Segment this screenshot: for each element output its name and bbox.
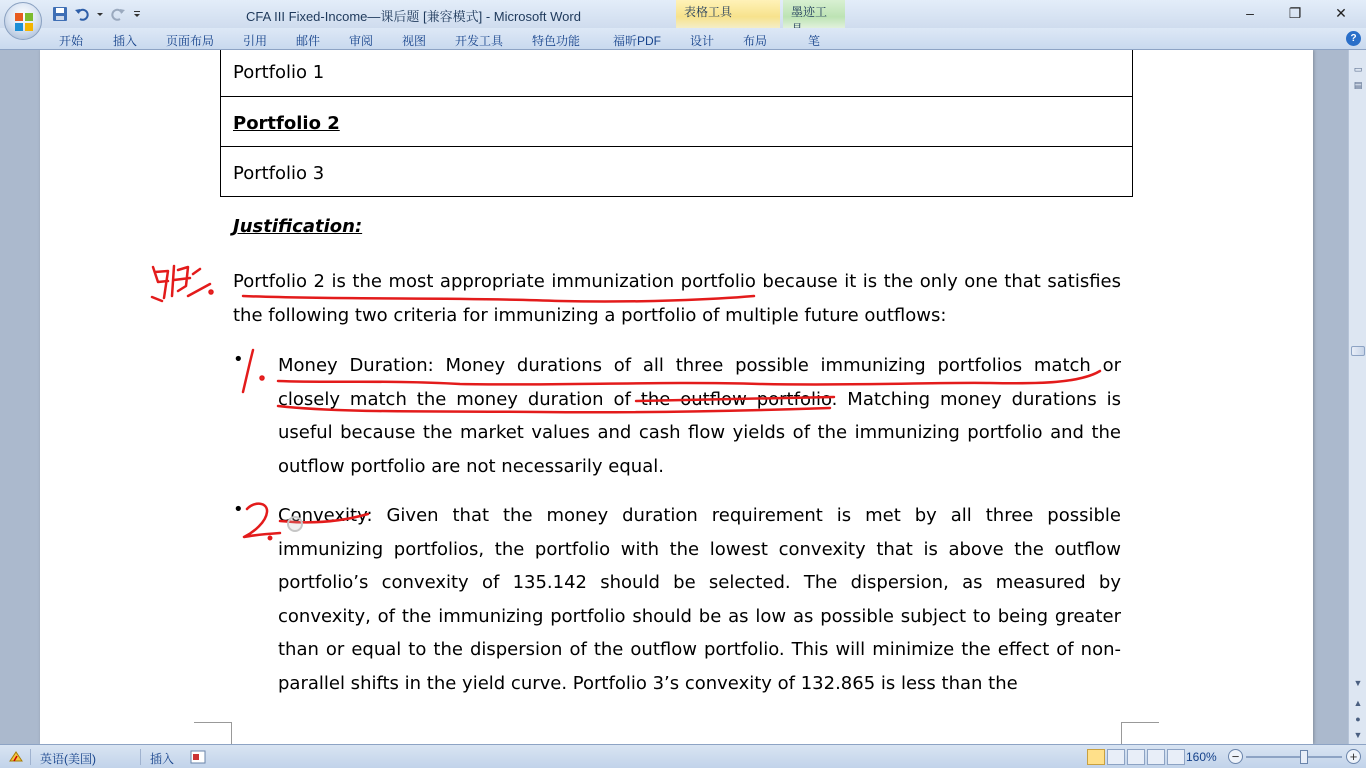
ink-jie-character [152, 266, 213, 301]
separator [140, 749, 141, 765]
table-cell-portfolio-2[interactable] [221, 96, 1133, 146]
ruler-toggle-icon[interactable]: ▤ [1353, 80, 1363, 90]
convexity-paragraph [278, 499, 1121, 700]
tab-home[interactable]: 开始 [59, 34, 84, 48]
outline-view-button[interactable] [1147, 749, 1165, 765]
ink-number-1 [243, 350, 253, 392]
tab-references[interactable]: 引用 [243, 34, 268, 48]
table-cell-portfolio-3[interactable]: Portfolio 3 [221, 146, 1133, 196]
status-bar [0, 744, 1366, 768]
redo-icon[interactable] [110, 6, 126, 22]
insert-mode-status[interactable]: 插入 [150, 752, 175, 766]
ribbon-tabs [0, 28, 1366, 50]
proofing-icon[interactable] [8, 749, 24, 765]
tab-design[interactable]: 设计 [690, 34, 715, 48]
document-page[interactable] [40, 50, 1313, 744]
scroll-down-icon[interactable]: ▼ [1353, 678, 1363, 688]
zoom-in-button[interactable]: + [1346, 749, 1361, 764]
ink-number-2 [244, 504, 280, 537]
tab-page-layout[interactable]: 页面布局 [166, 34, 215, 48]
ink-tools-context-tab: 墨迹工 [783, 0, 845, 28]
macro-record-icon[interactable] [190, 749, 206, 765]
table-cell-portfolio-1[interactable]: Portfolio 1 [221, 50, 1133, 96]
tab-layout[interactable]: 布局 [743, 34, 768, 48]
next-page-icon[interactable]: ▼ [1353, 730, 1363, 740]
draft-view-button[interactable] [1167, 749, 1185, 765]
margin-mark [194, 722, 232, 744]
bullet-marker: • [233, 349, 244, 370]
portfolio-table [220, 50, 1133, 197]
scrollbar-thumb[interactable] [1351, 346, 1365, 356]
zoom-slider-thumb[interactable] [1300, 750, 1308, 764]
office-button[interactable] [4, 2, 42, 40]
help-icon[interactable]: ? [1346, 31, 1361, 46]
tab-insert[interactable]: 插入 [113, 34, 138, 48]
document-area [0, 50, 1348, 744]
quick-access-toolbar [52, 5, 148, 23]
portfolio-2-label: Portfolio 2 [233, 112, 340, 134]
intro-paragraph: Portfolio 2 is the most appropriate immunization portfolio because it is the only one that satisfies the following two criteria for immunizing a portfolio of multiple future outflows: [233, 271, 1121, 326]
tab-view[interactable]: 视图 [402, 34, 427, 48]
language-status[interactable]: 英语(美国) [40, 752, 96, 766]
full-screen-reading-view-button[interactable] [1107, 749, 1125, 765]
bullet-marker: • [233, 499, 244, 520]
browse-object-icon[interactable]: ● [1355, 714, 1361, 724]
close-button[interactable]: ✕ [1335, 5, 1347, 21]
tab-foxit-pdf[interactable]: 福昕PDF [613, 34, 662, 48]
save-icon[interactable] [52, 6, 68, 22]
split-view-icon[interactable]: ▭ [1353, 64, 1363, 74]
zoom-slider-track[interactable] [1246, 756, 1342, 758]
money-duration-term: Money Duration [278, 355, 428, 376]
vertical-scrollbar[interactable] [1348, 50, 1366, 744]
tab-review[interactable]: 审阅 [349, 34, 374, 48]
justification-heading: Justification: [233, 216, 363, 237]
tab-special-features[interactable]: 特色功能 [532, 34, 581, 48]
dropdown-arrow-icon[interactable] [96, 6, 104, 22]
print-layout-view-button[interactable] [1087, 749, 1105, 765]
tab-mailings[interactable]: 邮件 [296, 34, 321, 48]
money-duration-paragraph [278, 349, 1121, 483]
minimize-button[interactable]: – [1246, 5, 1254, 21]
table-tools-context-tab: 表格工具 [676, 0, 780, 28]
restore-button[interactable]: ❐ [1288, 5, 1302, 21]
customize-toolbar-icon[interactable] [132, 6, 142, 22]
convexity-text: : Given that the money duration requirement is met by all three possible immunizing portfolios, the portfolio with the lowest convexity that is above the outflow portfolio’s convexity of 135.142 should be selected. The dispersion, as measured by convexity, of the immunizing portfolio should be as low as possible subject to being greater than or equal to the dispersion of the outflow portfolio. This will minimize the effect of non-parallel shifts in the yield curve. Portfolio 3’s convexity of 132.865 is less than the [278, 505, 1121, 694]
previous-page-icon[interactable]: ▲ [1353, 698, 1363, 708]
zoom-out-button[interactable]: − [1228, 749, 1243, 764]
convexity-term: Convexity [278, 505, 367, 526]
margin-mark [1121, 722, 1159, 744]
tab-developer[interactable]: 开发工具 [455, 34, 504, 48]
pen-cursor [287, 516, 303, 532]
web-layout-view-button[interactable] [1127, 749, 1145, 765]
separator [30, 749, 31, 765]
window-title: CFA III Fixed-Income—课后题 [兼容模式] - Microsoft Word [246, 9, 581, 24]
title-bar [0, 0, 1366, 28]
money-duration-text: : Money durations of all three possible immunizing portfolios match or closely match the money duration of the outflow portfolio. Matching money durations is useful because the market values and cash flow yields of the immunizing portfolio and the outflow portfolio are not necessarily equal. [278, 355, 1121, 477]
zoom-level[interactable]: 160% [1186, 750, 1217, 764]
undo-icon[interactable] [74, 6, 90, 22]
office-logo-icon [14, 12, 34, 32]
tab-pen[interactable]: 笔 [808, 34, 821, 48]
